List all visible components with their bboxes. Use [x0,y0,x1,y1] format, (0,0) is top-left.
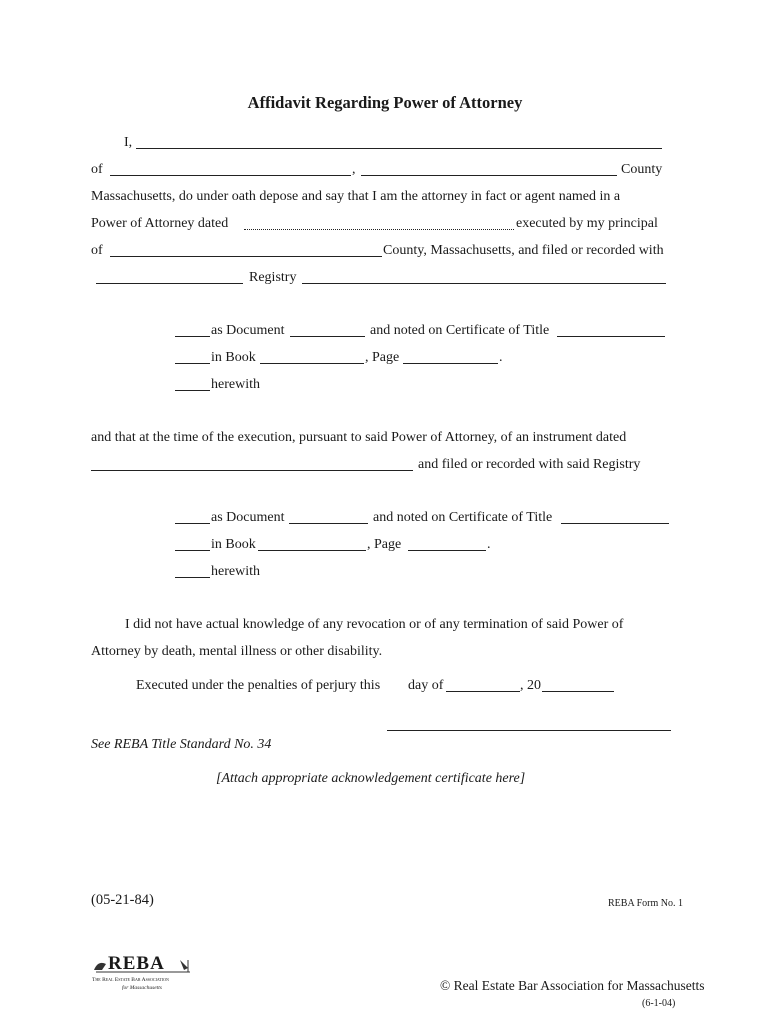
poa-date-field[interactable] [244,229,514,230]
block2-book-field[interactable] [258,550,366,551]
para3-line1: I did not have actual knowledge of any revocation or of any termination of said Power of [125,617,624,632]
block2-period: . [487,537,491,552]
line5-prefix: of [91,243,103,258]
block2-noted: and noted on Certificate of Title [373,510,553,525]
block2-page: , Page [367,537,402,552]
logo-name: REBA [108,953,165,974]
block1-page-field[interactable] [403,363,498,364]
line4-suffix: executed by my principal [516,216,658,231]
para3-line2: Attorney by death, mental illness or other disability. [91,644,383,659]
line4-prefix: Power of Attorney dated [91,216,229,231]
line5-suffix: County, Massachusetts, and filed or recorded with [383,243,664,258]
block1-page: , Page [365,350,400,365]
block1-document-check[interactable] [175,336,210,337]
revision-date: (6-1-04) [642,998,676,1009]
block2-document-no-field[interactable] [289,523,368,524]
block1-document-no-field[interactable] [290,336,365,337]
form-date: (05-21-84) [91,892,154,908]
copyright: © Real Estate Bar Association for Massachusetts [440,978,705,993]
block2-herewith: herewith [211,564,260,579]
block1-noted: and noted on Certificate of Title [370,323,550,338]
document-title: Affidavit Regarding Power of Attorney [247,93,523,112]
block1-herewith: herewith [211,377,260,392]
block2-book-check[interactable] [175,550,210,551]
block1-book-field[interactable] [260,363,364,364]
name-field[interactable] [136,148,662,149]
block1-book-check[interactable] [175,363,210,364]
registry-detail-field[interactable] [302,283,666,284]
instrument-date-field[interactable] [91,470,413,471]
principal-county-field[interactable] [110,256,382,257]
executed-month-field[interactable] [446,691,520,692]
block2-document-check[interactable] [175,523,210,524]
town-field[interactable] [110,175,351,176]
block2-herewith-check[interactable] [175,577,210,578]
block1-as-document: as Document [211,323,285,338]
executed-year-field[interactable] [542,691,614,692]
logo-line1: The Real Estate Bar Association [92,977,169,983]
registry-name-field[interactable] [96,283,243,284]
block2-certificate-field[interactable] [561,523,669,524]
block1-certificate-field[interactable] [557,336,665,337]
line3-text: Massachusetts, do under oath depose and say that I am the attorney in fact or agent named in a [91,189,621,204]
logo-line2: for Massachusetts [122,985,162,991]
county-field[interactable] [361,175,617,176]
see-reba-standard: See REBA Title Standard No. 34 [91,737,272,752]
para2-line2: and filed or recorded with said Registry [418,457,641,472]
block2-page-field[interactable] [408,550,486,551]
line1-prefix: I, [124,135,133,150]
line2-comma: , [352,162,356,177]
line2-county: County [621,162,663,177]
block1-period: . [499,350,503,365]
form-number: REBA Form No. 1 [608,898,684,909]
signature-line[interactable] [387,730,671,731]
line2-prefix: of [91,162,103,177]
reba-logo [88,950,198,1010]
block2-in-book: in Book [211,537,256,552]
line6-registry: Registry [249,270,297,285]
block1-herewith-check[interactable] [175,390,210,391]
para2-line1: and that at the time of the execution, pursuant to said Power of Attorney, of an instrument dated [91,430,627,445]
executed-comma-20: , 20 [520,678,541,693]
block1-in-book: in Book [211,350,256,365]
executed-text: Executed under the penalties of perjury this [136,678,381,693]
block2-as-document: as Document [211,510,285,525]
executed-day-of: day of [408,678,444,693]
attach-note: [Attach appropriate acknowledgement certificate here] [216,771,526,786]
